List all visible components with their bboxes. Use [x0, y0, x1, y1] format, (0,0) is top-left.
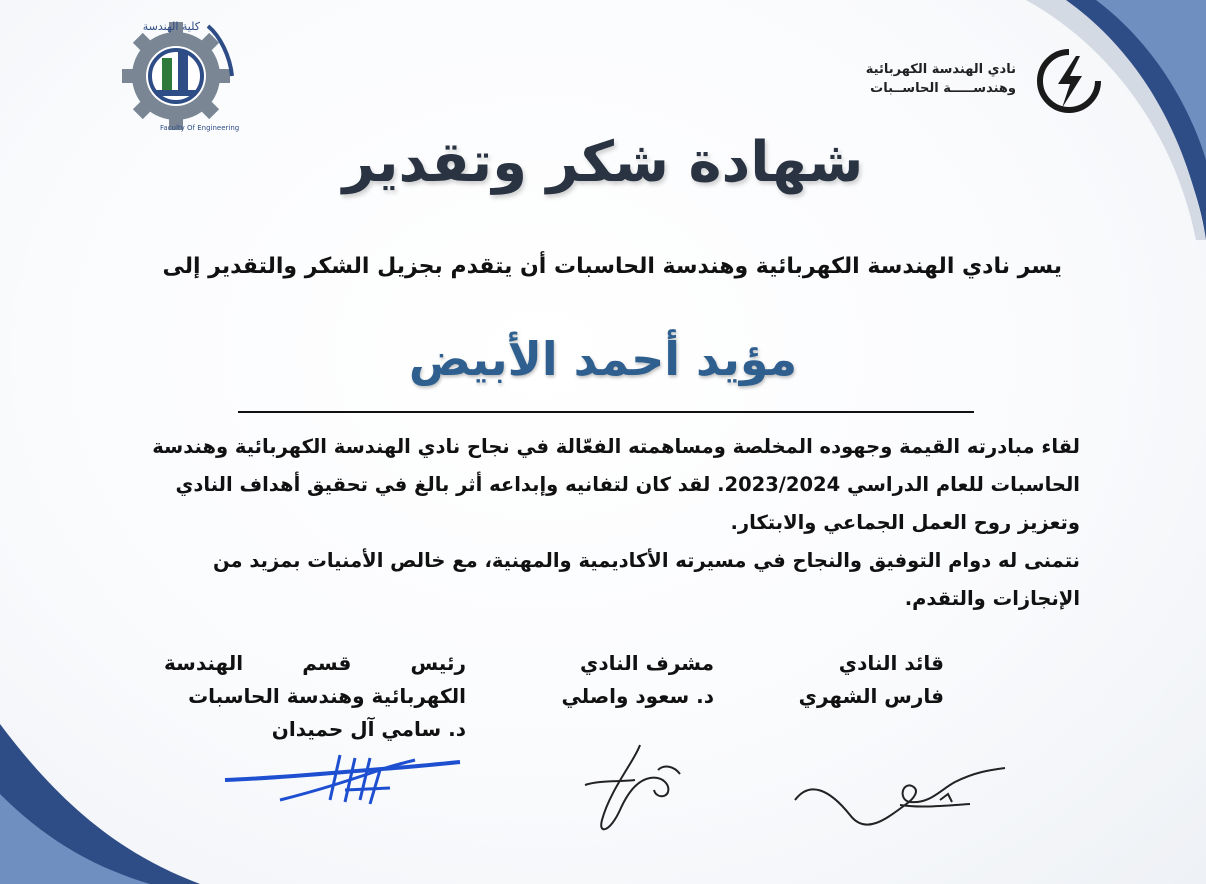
divider-line [238, 411, 974, 413]
certificate-body [120, 428, 1080, 618]
gear-emblem-icon [120, 16, 242, 134]
head-role-word-1: رئيس [410, 651, 466, 675]
recipient-name: مؤيد أحمد الأبيض [408, 332, 798, 386]
signatory-supervisor [561, 647, 714, 713]
leader-signature [790, 760, 1010, 840]
body-paragraph-2: نتمنى له دوام التوفيق والنجاح في مسيرته الأكاديمية والمهنية، مع خالص الأمنيات بمزيد من الإنجازات والتقدم. [212, 549, 1080, 610]
faculty-logo-arabic-text: كلية الهندسة [142, 20, 200, 33]
faculty-logo-english-text: Faculty Of Engineering [160, 124, 240, 132]
leader-role: قائد النادي [838, 651, 944, 675]
supervisor-name: د. سعود واصلي [561, 684, 714, 708]
club-name-line1: نادي الهندسة الكهربائية [865, 62, 1016, 77]
head-name: د. سامي آل حميدان [271, 717, 466, 741]
head-role-line2: الكهربائية وهندسة الحاسبات [188, 684, 466, 708]
supervisor-role: مشرف النادي [579, 651, 714, 675]
supervisor-signature [580, 740, 690, 840]
lightning-bolt-icon [1036, 48, 1102, 114]
certificate-title: شهادة شكر وتقدير [342, 130, 864, 195]
corner-decoration-top-right [986, 0, 1206, 240]
head-role-word-3: الهندسة [164, 651, 244, 675]
signatory-leader [799, 647, 944, 713]
club-name-line2: وهندســـــة الحاســبات [870, 81, 1016, 96]
leader-name: فارس الشهري [798, 684, 944, 708]
body-paragraph-1: لقاء مبادرته القيمة وجهوده المخلصة ومساهمته الفعّالة في نجاح نادي الهندسة الكهربائية وهندسة الحاسبات للعام الدراسي 2023/2024. لقد كان لتفانيه وإبداعه أثر بالغ في تحقيق أهداف النادي وتعزيز روح العمل الجماعي والابتكار. [152, 435, 1080, 534]
club-name [866, 60, 1016, 98]
certificate-intro: يسر نادي الهندسة الكهربائية وهندسة الحاسبات أن يتقدم بجزيل الشكر والتقدير إلى [162, 254, 1062, 279]
head-role-line1 [164, 647, 466, 680]
signatory-department-head [164, 647, 466, 746]
head-role-word-2: قسم [302, 651, 352, 675]
department-head-signature [220, 750, 470, 815]
